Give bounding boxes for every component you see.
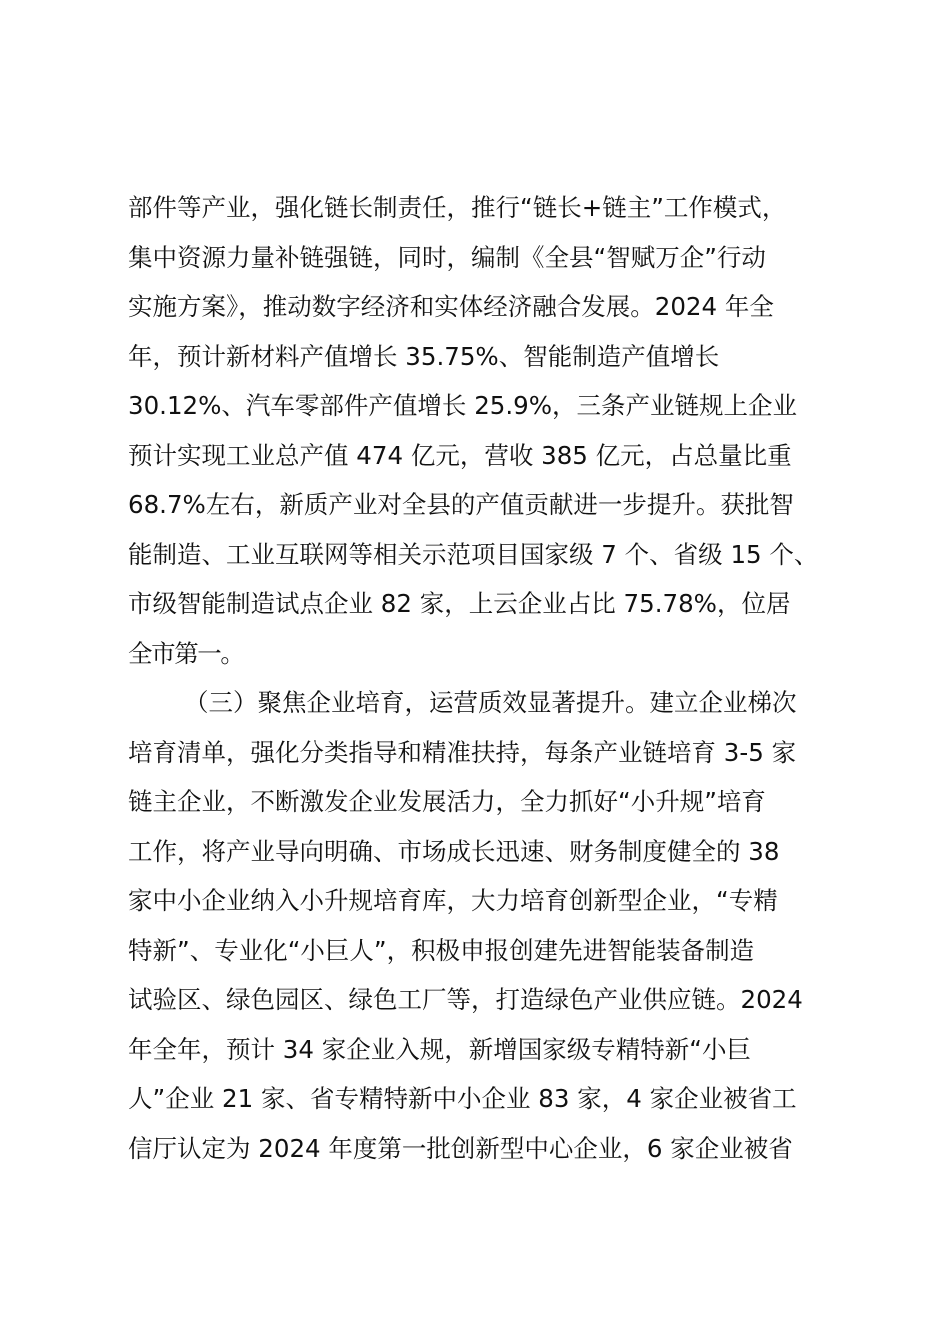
text-line: 人”企业 21 家、省专精特新中小企业 83 家，4 家企业被省工 xyxy=(128,1084,797,1113)
text-line: 培育清单，强化分类指导和精准扶持，每条产业链培育 3-5 家 xyxy=(128,737,797,767)
text-line: 年全年，预计 34 家企业入规，新增国家级专精特新“小巨 xyxy=(128,1034,751,1064)
text-line: 链主企业，不断激发企业发展活力，全力抓好“小升规”培育 xyxy=(128,787,766,816)
text-line: 实施方案》，推动数字经济和实体经济融合发展。2024 年全 xyxy=(128,292,774,321)
text-line: 家中小企业纳入小升规培育库，大力培育创新型企业，“专精 xyxy=(128,886,778,915)
text-line: 特新”、专业化“小巨人”，积极申报创建先进智能装备制造 xyxy=(128,935,755,965)
text-line: 年，预计新材料产值增长 35.75%、智能制造产值增长 xyxy=(128,341,720,371)
text-line: 能制造、工业互联网等相关示范项目国家级 7 个、省级 15 个、 xyxy=(128,539,819,569)
text-line: 30.12%、汽车零部件产值增长 25.9%，三条产业链规上企业 xyxy=(128,391,798,420)
text-line: 市级智能制造试点企业 82 家，上云企业占比 75.78%，位居 xyxy=(128,589,791,618)
text-line: 工作，将产业导向明确、市场成长迅速、财务制度健全的 38 xyxy=(128,836,780,866)
text-line: 预计实现工业总产值 474 亿元，营收 385 亿元，占总量比重 xyxy=(128,440,792,470)
paragraph-heading-line: （三）聚焦企业培育，运营质效显著提升。建立企业梯次 xyxy=(184,688,797,717)
body-text xyxy=(128,183,832,1173)
text-line: 68.7%左右，新质产业对全县的产值贡献进一步提升。获批智 xyxy=(128,490,794,519)
text-line: 全市第一。 xyxy=(128,638,244,668)
text-line: 部件等产业，强化链长制责任，推行“链长+链主”工作模式， xyxy=(128,193,787,222)
text-line: 集中资源力量补链强链，同时，编制《全县“智赋万企”行动 xyxy=(128,242,766,272)
text-line: 试验区、绿色园区、绿色工厂等，打造绿色产业供应链。2024 xyxy=(128,985,803,1014)
text-line: 信厅认定为 2024 年度第一批创新型中心企业，6 家企业被省 xyxy=(128,1133,793,1163)
